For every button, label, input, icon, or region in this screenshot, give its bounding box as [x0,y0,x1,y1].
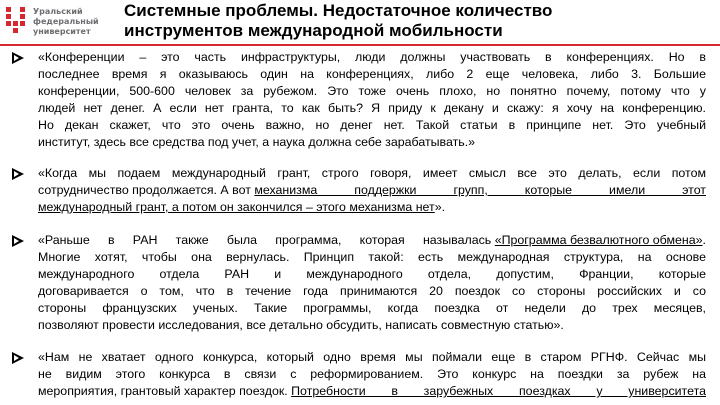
text-line: людей нет денег. А если нет гранта, то как быть? Я приду к декану и скажу: я хочу на конференцию. [38,101,706,115]
text-line: не видим этого конкурса в связи с реформированием. Это конкурс на поездки за рубеж на [38,367,706,381]
text-line: договаривается о том, что в течение года принимаются 20 поездок со стороны российских и со [38,284,706,298]
text-line [38,383,706,400]
bullet-text [38,49,706,151]
logo-text [33,7,99,37]
title-line: инструментов международной мобильности [124,21,503,40]
bullet-text [38,349,706,400]
text-line: международного отдела РАН и международного отдела, допустим, Франции, которые [38,267,706,281]
text-line [38,182,706,199]
underlined-phrase: «Программа безвалютного обмена» [494,233,703,247]
text-line: Многие хотят, чтобы она вернулась. Принцип такой: есть международная структура, на основе [38,250,706,264]
text-line: Но декан скажет, что это очень важно, но денег нет. Такой статьи в принципе нет. Это учебный [38,118,706,132]
title-line: Системные проблемы. Недостаточное количество [124,1,553,20]
title-divider [0,44,720,46]
text-line: «Конференции – это часть инфраструктуры, люди должны участвовать в конференциях. Но в [38,50,706,64]
text-segment: ». [434,200,446,214]
text-line [38,232,706,249]
logo-line: Уральский [33,7,83,16]
university-logo [6,5,106,43]
text-line: «Когда мы подаем международный грант, строго говоря, имеет смысл все это делать, если потом [38,166,706,180]
underlined-phrase: механизма поддержки групп, которые имели этот [254,183,706,197]
arrow-bullet-icon [10,167,26,181]
text-line: конференции, 500-600 человек за рубежом. Это тоже очень плохо, но понятно почему, потому что у [38,84,706,98]
text-segment: «Раньше в РАН также была программа, которая называлась [38,233,495,247]
text-line: стороны французских ученых. Такие программы, когда поездка от недели до трех месяцев, [38,301,706,315]
logo-line: федеральный [33,17,99,26]
page-title [124,1,644,41]
urfu-logo-icon [6,7,28,37]
text-line: институт, здесь все средства под учет, а наука должна себе зарабатывать.» [38,135,476,149]
bullet-text [38,165,706,216]
underlined-phrase: Потребности в зарубежных поездках у университета [291,384,706,398]
underlined-phrase: международный грант, а потом он закончился – этого механизма нет [38,200,435,214]
text-segment: мероприятия, грантовый характер поездок. [38,384,292,398]
arrow-bullet-icon [10,351,26,365]
bullet-text [38,232,706,334]
text-line [38,199,706,216]
text-segment: сотрудничество продолжается. А вот [38,183,255,197]
text-line: «Нам не хватает одного конкурса, который одно время мы поймали еще в старом РГНФ. Сейчас мы [38,350,706,364]
text-line: последнее время я оказываюсь один на конференциях, либо 2 еще человека, либо 3. Большие [38,67,706,81]
text-line: позволяют провести исследования, все детально обсудить, написать совместную статью». [38,318,564,332]
text-segment: . [702,233,706,247]
arrow-bullet-icon [10,234,26,248]
logo-line: университет [33,27,91,36]
arrow-bullet-icon [10,51,26,65]
